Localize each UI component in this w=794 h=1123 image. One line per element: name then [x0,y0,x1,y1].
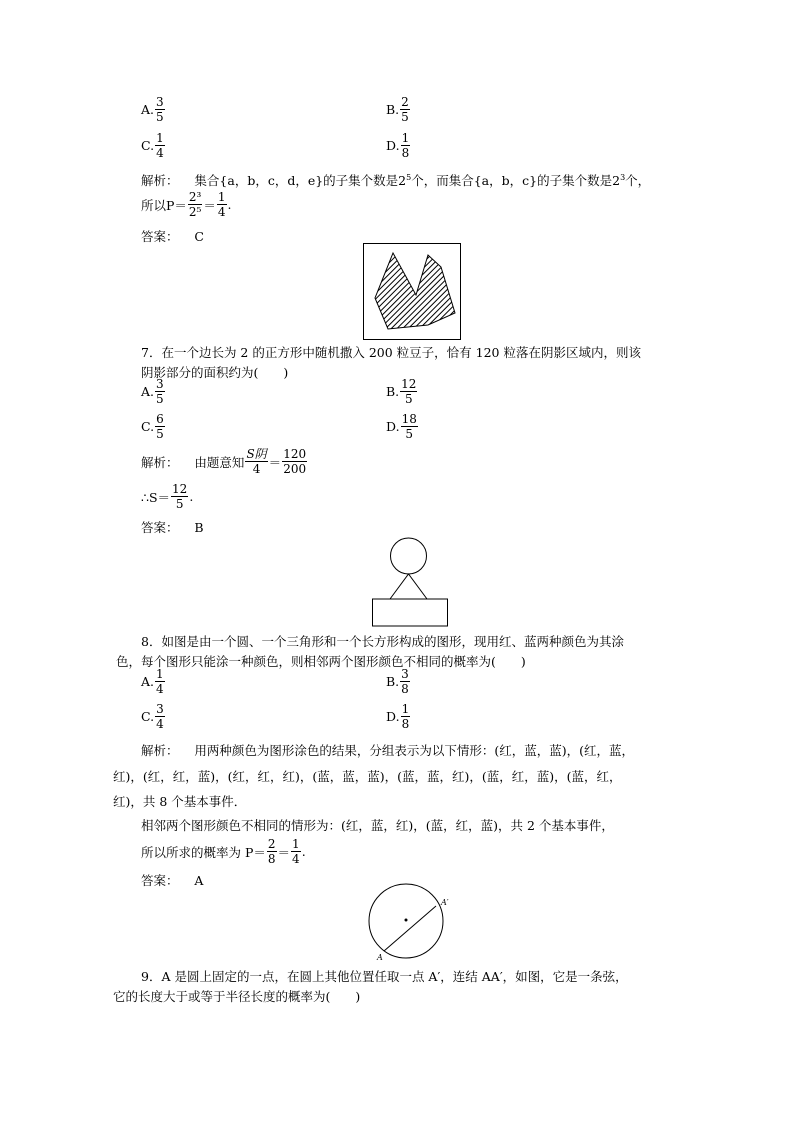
option-label: A. [141,674,155,689]
q8-analysis-line3: 红)，共 8 个基本事件． [113,794,247,809]
numerator: 3 [401,667,409,681]
option-label: D. [386,419,400,434]
q6-option-c [141,132,166,159]
label-a-prime: A′ [441,898,449,907]
q7-option-d [386,413,419,440]
denominator: 5 [156,392,164,406]
q9-circle-figure [362,885,462,963]
fraction [155,96,165,123]
analysis-text: 个， [625,173,651,188]
denominator: 200 [283,462,307,476]
q7-stem-line2: 阴影部分的面积约为( ) [141,365,289,380]
denominator: 8 [401,682,409,696]
q8-analysis-line2: 红)，(红，红，蓝)，(红，红，红)，(蓝，蓝，蓝)，(蓝，蓝，红)，(蓝，红，蓝)，(蓝，红， [113,769,622,784]
q7-answer [141,518,204,536]
numerator: 3 [156,95,164,109]
denominator: 8 [401,717,410,731]
circle-shape [391,538,427,574]
q9-stem-line2: 它的长度大于或等于半径长度的概率为( ) [113,989,361,1004]
fraction [217,191,227,218]
center-dot [405,919,408,922]
fraction [171,483,188,510]
q8-analysis-line4: 相邻两个图形颜色不相同的情形为：(红，蓝，红)，(蓝，红，蓝)，共 2 个基本事件， [141,818,614,833]
fraction [245,448,267,475]
q8-probability [141,838,306,865]
q8-option-d [386,703,411,730]
numerator: 12 [172,482,188,496]
answer-label: 答案： [141,873,179,888]
q9-stem-line1: 9．A 是圆上固定的一点，在圆上其他位置任取一点 A′，连结 AA′，如图，它是一条弦， [141,969,628,984]
equals-sign: ＝ [203,197,216,213]
label-a: A [377,953,383,962]
q7-option-b [386,378,418,405]
option-label: C. [141,138,155,153]
q6-answer [141,227,204,245]
denominator: 4 [156,717,164,731]
numerator: 2 [267,837,276,851]
numerator: 1 [217,190,226,204]
period: . [189,489,194,504]
fraction [155,132,165,159]
analysis-text: 用两种颜色为图形涂色的结果，分组表示为以下情形：(红，蓝，蓝)，(红，蓝， [194,743,635,758]
denominator: 5 [405,427,414,441]
option-label: A. [141,384,155,399]
analysis-text: 所以所求的概率为 P＝ [141,844,266,860]
numerator: 1 [401,702,410,716]
fraction [400,96,410,123]
denominator: 8 [267,852,276,866]
denominator: 5 [404,392,413,406]
answer-value: A [194,873,204,888]
fraction [400,378,417,405]
option-label: A. [141,102,155,117]
exponent: 5 [406,172,412,182]
numerator: 6 [156,412,164,426]
fraction [155,413,165,440]
numerator: 1 [156,131,164,145]
option-label: C. [141,709,155,724]
fraction [401,703,411,730]
q6-probability [141,191,232,218]
analysis-text: 所以P＝ [141,197,187,213]
equals-sign: ＝ [268,454,282,470]
numerator: S阴 [246,447,267,461]
q8-option-b [386,668,411,695]
numerator: 3 [156,702,164,716]
q6-option-a [141,96,166,123]
numerator: 18 [401,412,417,426]
analysis-text: ∴S＝ [141,489,171,505]
answer-value: B [194,520,204,535]
denominator: 5 [156,110,164,124]
answer-value: C [194,229,204,244]
q7-therefore [141,483,193,510]
denominator: 8 [401,146,410,160]
fraction [401,413,418,440]
denominator: 4 [156,682,164,696]
numerator: 120 [283,447,307,461]
fraction [401,132,411,159]
q8-stem-line1: 8．如图是由一个圆、一个三角形和一个长方形构成的图形，现用红、蓝两种颜色为其涂 [141,634,624,649]
fraction [155,703,165,730]
q8-analysis-line1 [141,741,634,759]
fraction [282,448,307,475]
q6-option-d [386,132,411,159]
fraction [188,191,202,218]
fraction [155,668,165,695]
denominator: 4 [217,205,226,219]
denominator: 4 [156,146,164,160]
numerator: 1 [401,131,410,145]
equals-sign: ＝ [277,844,291,860]
numerator: 3 [156,377,164,391]
analysis-label: 解析： [141,454,179,470]
rectangle-shape [373,599,448,626]
q6-analysis [141,171,650,189]
option-label: B. [386,674,400,689]
exponent: 3 [620,172,626,182]
fraction [400,668,410,695]
denominator: 5 [401,110,409,124]
analysis-text: 个，而集合{a，b，c}的子集个数是2 [411,173,621,188]
period: . [301,844,306,859]
denominator: 4 [252,462,261,476]
option-label: C. [141,419,155,434]
numerator: 2 [401,95,409,109]
q8-answer [141,871,203,889]
fraction [267,838,277,865]
q7-option-c [141,413,166,440]
option-label: B. [386,102,400,117]
denominator: 5 [175,497,184,511]
option-label: D. [386,709,400,724]
fraction [155,378,165,405]
answer-label: 答案： [141,520,179,535]
numerator: 1 [292,837,300,851]
denominator: 5 [156,427,164,441]
q8-option-c [141,703,166,730]
q6-option-b [386,96,411,123]
q7-square-figure [363,243,461,340]
q8-stem-line2: 色，每个图形只能涂一种颜色，则相邻两个图形颜色不相同的概率为( ) [116,654,526,669]
option-label: D. [386,138,400,153]
q7-analysis [141,448,308,475]
period: . [227,197,232,212]
denominator: 2⁵ [188,205,202,219]
analysis-text: 由题意知 [194,454,245,470]
q8-shapes-figure [370,537,450,629]
q7-option-a [141,378,166,405]
analysis-text: 集合{a，b，c，d，e}的子集个数是2 [194,173,407,188]
q8-option-a [141,668,166,695]
denominator: 4 [292,852,300,866]
option-label: B. [386,384,400,399]
answer-label: 答案： [141,229,179,244]
fraction [291,838,301,865]
numerator: 12 [401,377,417,391]
analysis-label: 解析： [141,173,179,188]
numerator: 2³ [188,190,202,204]
triangle-shape [390,574,427,599]
q7-stem-line1: 7．在一个边长为 2 的正方形中随机撒入 200 粒豆子，恰有 120 粒落在阴影区域内，则该 [141,345,641,360]
numerator: 1 [156,667,164,681]
analysis-label: 解析： [141,743,179,758]
